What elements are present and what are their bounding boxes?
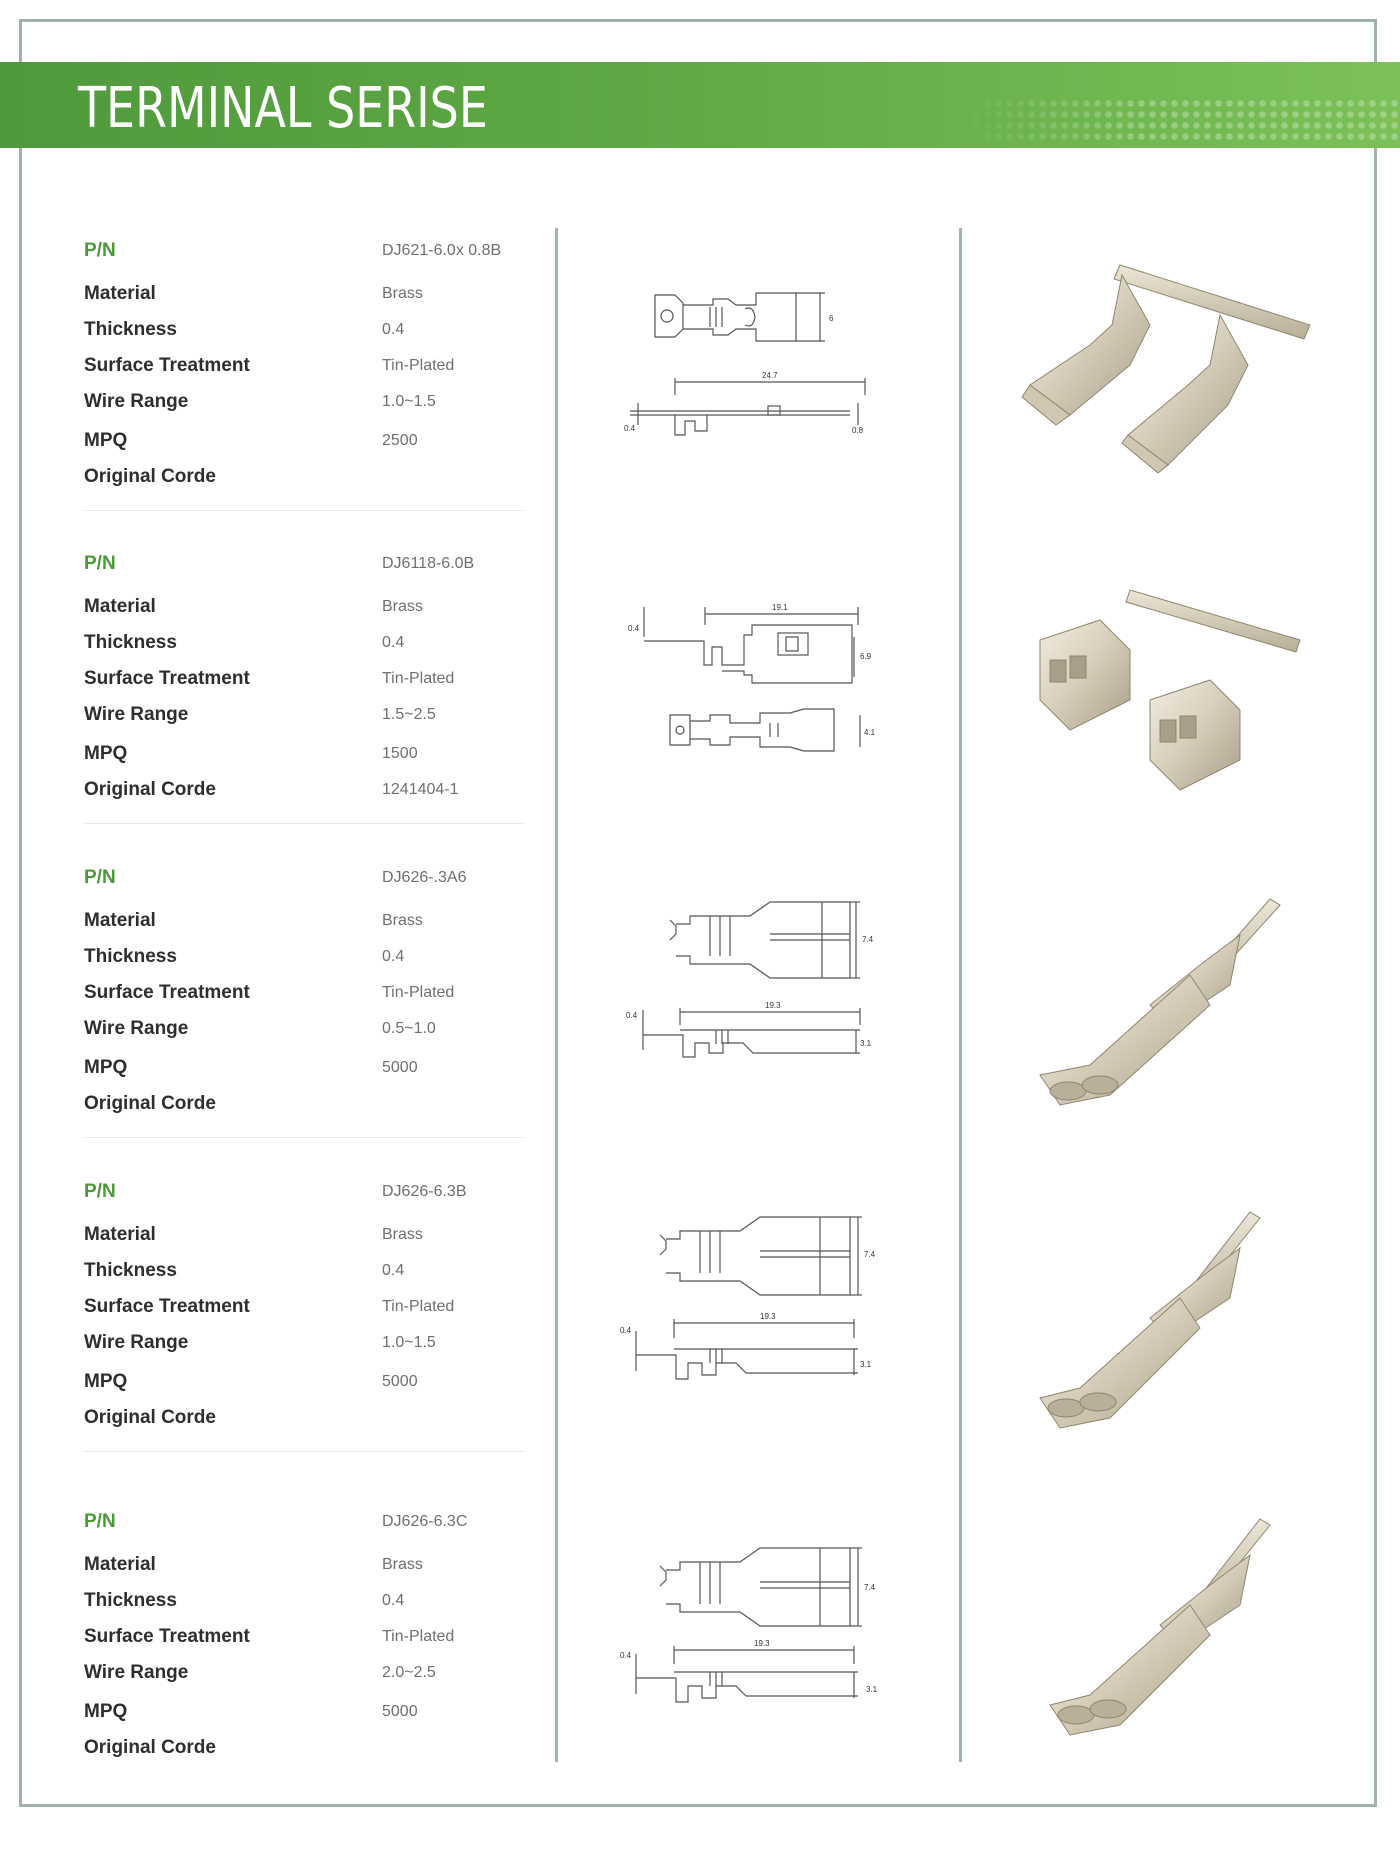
- column-divider-left: [555, 228, 558, 1762]
- terminal-drawing-svg: [610, 597, 910, 807]
- original-code-label: Original Corde: [84, 1093, 216, 1114]
- wire-range-value: 1.0~1.5: [382, 393, 436, 410]
- material-label: Material: [84, 1554, 156, 1575]
- pn-value: DJ621-6.0x 0.8B: [382, 242, 502, 259]
- dim-width: 7.4: [862, 935, 874, 944]
- dim-height: 3.1: [860, 1039, 872, 1048]
- original-code-label: Original Corde: [84, 779, 216, 800]
- material-label: Material: [84, 596, 156, 617]
- row-separator: [84, 510, 524, 511]
- terminal-photo-svg: [1010, 1208, 1340, 1438]
- mpq-label: MPQ: [84, 1057, 128, 1078]
- surface-value: Tin-Plated: [382, 1298, 455, 1315]
- mpq-label: MPQ: [84, 430, 128, 451]
- technical-drawing-4: [610, 1203, 910, 1413]
- thickness-value: 0.4: [382, 634, 405, 651]
- thickness-label: Thickness: [84, 946, 177, 967]
- surface-label: Surface Treatment: [84, 1626, 250, 1647]
- material-label: Material: [84, 283, 156, 304]
- dim-thickness: 0.4: [628, 624, 640, 633]
- material-value: Brass: [382, 285, 423, 302]
- dim-height: 3.1: [860, 1360, 872, 1369]
- wire-range-label: Wire Range: [84, 391, 189, 412]
- dim-height: 3.1: [866, 1685, 878, 1694]
- mpq-value: 5000: [382, 1703, 418, 1720]
- header-banner: [0, 62, 1400, 148]
- material-value: Brass: [382, 912, 423, 929]
- wire-range-value: 2.0~2.5: [382, 1664, 436, 1681]
- wire-range-value: 0.5~1.0: [382, 1020, 436, 1037]
- dim-length: 19.1: [772, 603, 788, 612]
- surface-label: Surface Treatment: [84, 668, 250, 689]
- thickness-value: 0.4: [382, 1592, 405, 1609]
- thickness-label: Thickness: [84, 1260, 177, 1281]
- surface-value: Tin-Plated: [382, 670, 455, 687]
- mpq-label: MPQ: [84, 1701, 128, 1722]
- terminal-drawing-svg: [610, 890, 910, 1100]
- thickness-label: Thickness: [84, 319, 177, 340]
- wire-range-label: Wire Range: [84, 1662, 189, 1683]
- mpq-value: 5000: [382, 1373, 418, 1390]
- thickness-value: 0.4: [382, 1262, 405, 1279]
- dim-width: 7.4: [864, 1250, 876, 1259]
- dim-thickness-2: 0.8: [852, 426, 864, 435]
- mpq-label: MPQ: [84, 1371, 128, 1392]
- material-value: Brass: [382, 1556, 423, 1573]
- terminal-photo-svg: [1010, 255, 1340, 485]
- dim-thickness: 0.4: [620, 1326, 632, 1335]
- dim-width: 7.4: [864, 1583, 876, 1592]
- thickness-value: 0.4: [382, 948, 405, 965]
- surface-label: Surface Treatment: [84, 982, 250, 1003]
- surface-value: Tin-Plated: [382, 1628, 455, 1645]
- mpq-value: 1500: [382, 745, 418, 762]
- thickness-label: Thickness: [84, 632, 177, 653]
- row-separator: [84, 1451, 524, 1452]
- mpq-label: MPQ: [84, 743, 128, 764]
- thickness-value: 0.4: [382, 321, 405, 338]
- product-photo-2: [1010, 580, 1340, 810]
- original-code-label: Original Corde: [84, 1737, 216, 1758]
- wire-range-label: Wire Range: [84, 704, 189, 725]
- original-code-label: Original Corde: [84, 466, 216, 487]
- wire-range-value: 1.0~1.5: [382, 1334, 436, 1351]
- terminal-photo-svg: [1010, 580, 1340, 810]
- pn-value: DJ626-6.3C: [382, 1513, 468, 1530]
- product-photo-4: [1010, 1208, 1340, 1438]
- surface-value: Tin-Plated: [382, 357, 455, 374]
- original-code-label: Original Corde: [84, 1407, 216, 1428]
- dim-length: 19.3: [754, 1639, 770, 1648]
- banner-dot-pattern: [960, 98, 1400, 144]
- technical-drawing-2: [610, 597, 910, 807]
- dim-length: 19.3: [765, 1001, 781, 1010]
- dim-length: 24.7: [762, 371, 778, 380]
- page-title: TERMINAL SERISE: [78, 76, 488, 141]
- technical-drawing-3: [610, 890, 910, 1100]
- pn-value: DJ626-6.3B: [382, 1183, 467, 1200]
- dim-thickness: 0.4: [626, 1011, 638, 1020]
- product-photo-5: [1010, 1515, 1340, 1745]
- surface-label: Surface Treatment: [84, 1296, 250, 1317]
- material-label: Material: [84, 1224, 156, 1245]
- row-separator: [84, 1137, 524, 1138]
- material-value: Brass: [382, 598, 423, 615]
- technical-drawing-1: [610, 275, 910, 485]
- technical-drawing-5: [610, 1530, 910, 1740]
- dim-thickness: 0.4: [620, 1651, 632, 1660]
- wire-range-label: Wire Range: [84, 1018, 189, 1039]
- product-photo-1: [1010, 255, 1340, 485]
- surface-value: Tin-Plated: [382, 984, 455, 1001]
- terminal-drawing-svg: [610, 1530, 910, 1740]
- original-code-value: 1241404-1: [382, 781, 459, 798]
- pn-label: P/N: [84, 1181, 116, 1202]
- wire-range-value: 1.5~2.5: [382, 706, 436, 723]
- terminal-drawing-svg: [610, 1203, 910, 1413]
- pn-label: P/N: [84, 553, 116, 574]
- terminal-photo-svg: [1010, 895, 1340, 1125]
- pn-label: P/N: [84, 867, 116, 888]
- dim-width: 6: [829, 314, 834, 323]
- product-photo-3: [1010, 895, 1340, 1125]
- dim-thickness: 0.4: [624, 424, 636, 433]
- pn-label: P/N: [84, 1511, 116, 1532]
- column-divider-right: [959, 228, 962, 1762]
- dim-width: 4.1: [864, 728, 876, 737]
- row-separator: [84, 823, 524, 824]
- material-label: Material: [84, 910, 156, 931]
- surface-label: Surface Treatment: [84, 355, 250, 376]
- wire-range-label: Wire Range: [84, 1332, 189, 1353]
- pn-label: P/N: [84, 240, 116, 261]
- mpq-value: 5000: [382, 1059, 418, 1076]
- pn-value: DJ6118-6.0B: [382, 555, 475, 572]
- terminal-drawing-svg: [610, 275, 910, 485]
- terminal-photo-svg: [1010, 1515, 1340, 1745]
- dim-height: 6.9: [860, 652, 872, 661]
- material-value: Brass: [382, 1226, 423, 1243]
- pn-value: DJ626-.3A6: [382, 869, 467, 886]
- thickness-label: Thickness: [84, 1590, 177, 1611]
- dim-length: 19.3: [760, 1312, 776, 1321]
- mpq-value: 2500: [382, 432, 418, 449]
